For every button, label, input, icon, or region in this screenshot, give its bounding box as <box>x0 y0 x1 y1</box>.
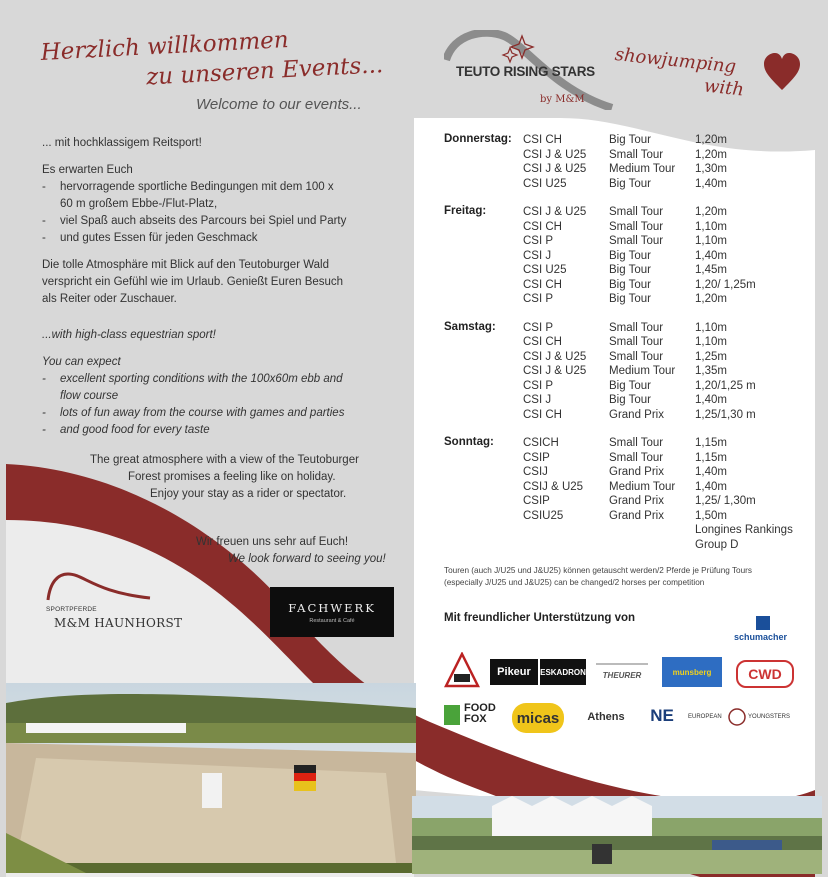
brand-by: by M&M <box>540 94 585 105</box>
ey-label-2: YOUNGSTERS <box>748 714 791 720</box>
tour-cell: Big Tour <box>609 249 651 262</box>
height-cell: 1,25/1,30 m <box>695 408 756 421</box>
atmo-en-3: Enjoy your stay as a rider or spectator. <box>150 488 347 500</box>
tour-cell: Small Tour <box>609 336 664 348</box>
height-cell: 1,45m <box>695 264 727 276</box>
class-cell: CSI CH <box>523 278 562 291</box>
class-cell: CSI J <box>523 394 552 406</box>
atmo-en-2: Forest promises a feeling like on holiday. <box>128 471 336 483</box>
height-cell: 1,40m <box>695 466 727 478</box>
height-cell: 1,50m <box>695 509 727 522</box>
tour-cell: Grand Prix <box>609 408 664 421</box>
schedule-day <box>444 321 804 423</box>
foodfox-icon <box>444 705 460 725</box>
intro-de: ... mit hochklassigem Reitsport! <box>42 137 202 149</box>
schedule-day <box>444 133 804 191</box>
day-name: Donnerstag: <box>444 133 512 145</box>
day-name: Freitag: <box>444 205 487 217</box>
schedule-row <box>444 538 804 553</box>
schedule-row <box>444 480 804 495</box>
tour-cell: Small Tour <box>609 235 664 247</box>
schedule-row <box>444 249 804 264</box>
tour-cell: Grand Prix <box>609 509 664 522</box>
schedule-row <box>444 220 804 235</box>
tour-cell: Medium Tour <box>609 365 676 377</box>
sponsor-munsberg: munsberg <box>662 657 722 687</box>
height-cell: 1,25m <box>695 350 727 363</box>
slogan-line1: showjumping <box>613 44 738 78</box>
english-text-block <box>42 327 407 439</box>
mm-name: M&M HAUNHORST <box>54 616 183 630</box>
schedule-day <box>444 205 804 307</box>
sponsor-warning-logo-icon <box>444 652 480 690</box>
schedule <box>444 133 804 566</box>
tour-cell: Big Tour <box>609 293 651 305</box>
class-cell: CSI J & U25 <box>523 365 587 377</box>
class-cell: CSIU25 <box>523 509 564 522</box>
sponsor-pikeur: Pikeur <box>490 659 538 685</box>
schedule-row <box>444 436 804 451</box>
tour-cell: Big Tour <box>609 134 651 146</box>
mm-horse-swoosh-icon <box>44 572 154 602</box>
sponsor-european-youngsters <box>688 706 794 728</box>
height-cell: 1,40m <box>695 394 727 406</box>
height-cell: 1,10m <box>695 336 727 348</box>
bullet-de-1: - hervorragende sportliche Bedingungen mit dem 100 x 60 m großem Ebbe-/Flut-Platz, <box>42 179 407 213</box>
sponsor-cwd: CWD <box>736 660 794 688</box>
slogan-line2: with <box>703 75 745 101</box>
height-cell: 1,25/ 1,30m <box>695 495 756 507</box>
fachwerk-logo <box>270 587 394 637</box>
tour-cell: Small Tour <box>609 350 664 363</box>
schedule-row <box>444 321 804 336</box>
height-cell: 1,20/ 1,25m <box>695 278 756 291</box>
fachwerk-sub: Restaurant & Café <box>309 618 355 624</box>
schedule-row <box>444 393 804 408</box>
schumacher-icon <box>756 616 770 630</box>
day-name: Sonntag: <box>444 436 494 448</box>
class-cell: CSI CH <box>523 134 562 146</box>
class-cell: CSICH <box>523 437 559 449</box>
height-cell: 1,30m <box>695 163 727 175</box>
bullets-de <box>42 179 407 247</box>
height-cell: 1,35m <box>695 365 727 377</box>
foodfox-label-1: FOOD <box>464 702 496 714</box>
height-cell: 1,15m <box>695 437 727 449</box>
closing-en: We look forward to seeing you! <box>228 553 386 565</box>
mm-haunhorst-logo <box>40 572 190 634</box>
height-cell: 1,40m <box>695 480 727 493</box>
schedule-row <box>444 148 804 163</box>
class-cell: CSI CH <box>523 336 562 348</box>
height-cell: 1,20/1,25 m <box>695 379 756 392</box>
height-cell: 1,20m <box>695 148 727 161</box>
class-cell: CSI P <box>523 293 554 305</box>
schedule-row <box>444 465 804 480</box>
bullet-en-1: - excellent sporting conditions with the 100x60m ebb and flow course <box>42 371 407 405</box>
schedule-day <box>444 436 804 552</box>
atmo-en-1: The great atmosphere with a view of the Teutoburger <box>90 454 359 466</box>
schedule-row <box>444 263 804 278</box>
height-cell: 1,10m <box>695 321 727 334</box>
height-cell: 1,10m <box>695 235 727 247</box>
class-cell: CSI J & U25 <box>523 148 587 161</box>
sponsor-micas: micas <box>512 703 564 733</box>
ey-horse-icon <box>728 706 746 728</box>
schedule-row <box>444 451 804 466</box>
schedule-row <box>444 509 804 524</box>
schedule-row <box>444 162 804 177</box>
class-cell: CSIJ <box>523 466 548 478</box>
tour-cell: Medium Tour <box>609 480 676 493</box>
sponsor-foodfox <box>444 703 504 733</box>
ey-label-1: EUROPEAN <box>688 714 722 720</box>
height-cell: 1,40m <box>695 177 727 190</box>
height-cell: 1,40m <box>695 249 727 262</box>
brand-name: TEUTO RISING STARS <box>456 64 595 79</box>
class-cell: CSI P <box>523 235 554 247</box>
schedule-row <box>444 177 804 192</box>
schedule-row <box>444 278 804 293</box>
support-heading: Mit freundlicher Unterstützung von <box>444 612 636 624</box>
intro-en: ...with high-class equestrian sport! <box>42 329 216 341</box>
schedule-row <box>444 335 804 350</box>
class-cell: CSI J & U25 <box>523 206 587 218</box>
day-name: Samstag: <box>444 320 496 333</box>
welcome-de-line1: Herzlich willkommen <box>40 27 290 66</box>
tour-cell: Grand Prix <box>609 495 664 507</box>
class-cell: CSI P <box>523 321 554 334</box>
atmo-de: Die tolle Atmosphäre mit Blick auf den Teutoburger Wald verspricht ein Gefühl wie im Urlaub. Genießt Euren Besuch als Reiter oder Zuschauer. <box>42 259 344 305</box>
bullet-de-3: - und gutes Essen für jeden Geschmack <box>42 230 407 247</box>
class-cell: CSI U25 <box>523 177 567 190</box>
swoosh-right-lower <box>412 770 828 830</box>
schedule-row <box>444 292 804 307</box>
tour-cell: Big Tour <box>609 278 651 291</box>
height-cell: 1,20m <box>695 134 727 146</box>
class-cell: CSI J & U25 <box>523 163 587 175</box>
bullet-en-2: - lots of fun away from the course with games and parties <box>42 405 407 422</box>
sponsor-schumacher <box>734 616 796 644</box>
class-cell: CSIP <box>523 495 550 507</box>
heart-icon <box>762 52 802 92</box>
schedule-row <box>444 408 804 423</box>
tour-note-1: Touren (auch J/U25 und J&U25) können getauscht werden/2 Pferde je Prüfung Tours <box>444 566 752 575</box>
class-cell: CSI J & U25 <box>523 350 587 363</box>
tour-cell: Small Tour <box>609 148 664 161</box>
tour-cell: Grand Prix <box>609 466 664 478</box>
class-cell: CSI CH <box>523 220 562 233</box>
closing-de: Wir freuen uns sehr auf Euch! <box>196 536 349 548</box>
schedule-row <box>444 350 804 365</box>
height-cell: Group D <box>695 538 739 551</box>
expect-en: You can expect <box>42 356 121 368</box>
tour-cell: Small Tour <box>609 437 664 449</box>
expect-de: Es erwarten Euch <box>42 164 133 176</box>
class-cell: CSI J <box>523 249 552 262</box>
schedule-row <box>444 379 804 394</box>
schedule-row <box>444 133 804 148</box>
sponsor-eskadron: ESKADRON <box>540 659 586 685</box>
class-cell: CSIP <box>523 451 550 464</box>
height-cell: 1,10m <box>695 220 727 233</box>
tour-note <box>444 565 814 589</box>
welcome-heading-en: Welcome to our events... <box>196 96 362 113</box>
schedule-row <box>444 523 804 538</box>
schedule-row <box>444 494 804 509</box>
sponsor-theurer: THEURER <box>596 663 648 685</box>
mm-small-text: SPORTPFERDE <box>46 606 97 613</box>
class-cell: CSI P <box>523 379 554 392</box>
height-cell: Longines Rankings <box>695 524 793 536</box>
height-cell: 1,20m <box>695 206 727 218</box>
class-cell: CSI CH <box>523 408 562 421</box>
class-cell: CSIJ & U25 <box>523 480 584 493</box>
tour-cell: Small Tour <box>609 321 664 334</box>
schumacher-label: schumacher <box>734 632 788 642</box>
bullet-de-2: - viel Spaß auch abseits des Parcours bei Spiel und Party <box>42 213 407 230</box>
closing-block <box>190 534 398 568</box>
tour-cell: Big Tour <box>609 264 651 276</box>
sparkle-small-icon <box>503 48 517 62</box>
fachwerk-name: FACHWERK <box>288 601 376 615</box>
tour-note-2: (especially J/U25 und J&U25) can be changed/2 horses per competition <box>444 578 705 587</box>
sponsor-athens: Athens <box>587 711 625 723</box>
german-text-block <box>42 135 407 308</box>
tour-cell: Small Tour <box>609 206 664 218</box>
height-cell: 1,15m <box>695 451 727 464</box>
tour-cell: Small Tour <box>609 451 664 464</box>
schedule-row <box>444 234 804 249</box>
class-cell: CSI U25 <box>523 264 567 276</box>
tour-cell: Big Tour <box>609 394 651 406</box>
bullet-en-3: - and good food for every taste <box>42 422 407 439</box>
tour-cell: Medium Tour <box>609 163 676 175</box>
tour-cell: Big Tour <box>609 177 651 190</box>
foodfox-label-2: FOX <box>464 713 487 725</box>
tour-cell: Small Tour <box>609 220 664 233</box>
schedule-row <box>444 205 804 220</box>
schedule-row <box>444 364 804 379</box>
bullets-en <box>42 371 407 439</box>
welcome-de-line2: zu unseren Events... <box>145 52 384 91</box>
atmo-en-block <box>60 452 380 503</box>
tour-cell: Big Tour <box>609 379 651 392</box>
height-cell: 1,20m <box>695 293 727 305</box>
sponsor-ne: NE <box>650 706 674 725</box>
